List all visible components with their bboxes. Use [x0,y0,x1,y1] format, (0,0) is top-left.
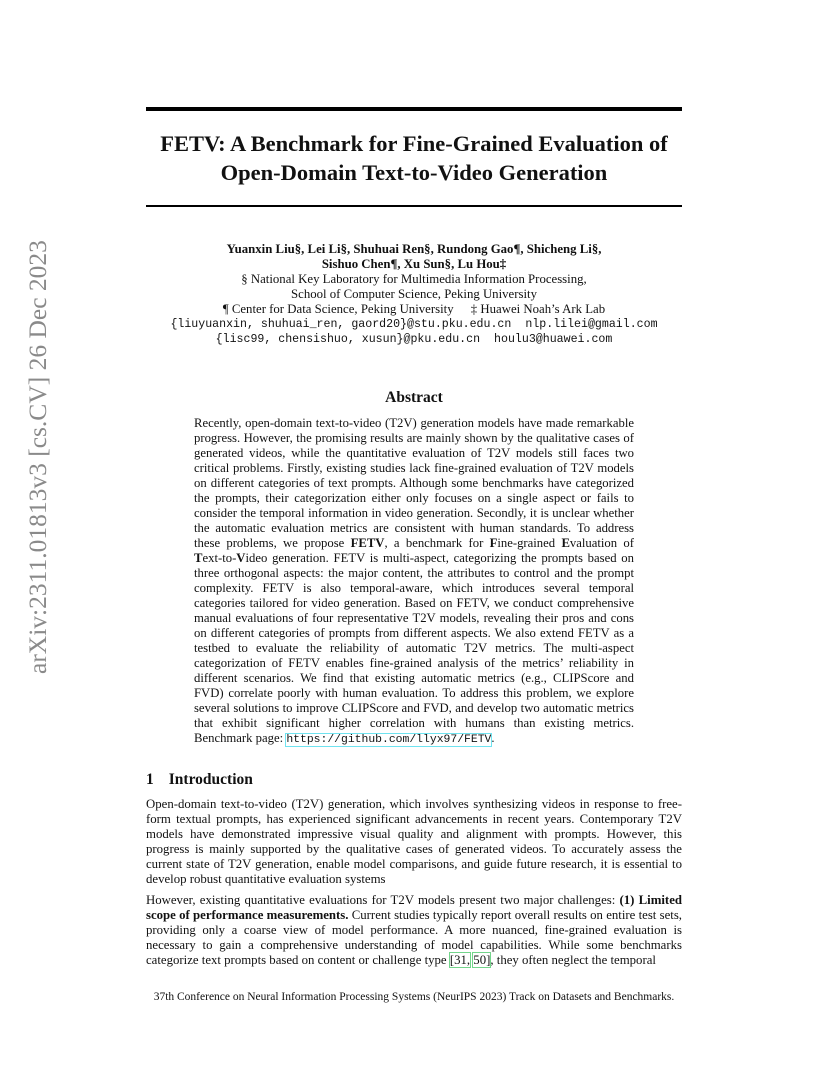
author-names-line-1: Yuanxin Liu§, Lei Li§, Shuhuai Ren§, Rundong Gao¶, Shicheng Li§, [226,242,602,256]
title-bottom-rule [146,205,682,207]
intro-p2-part-c: , they often neglect the temporal [490,953,656,967]
arxiv-stamp: arXiv:2311.01813v3 [cs.CV] 26 Dec 2023 [23,240,52,674]
abstract-heading: Abstract [385,389,443,406]
affiliation-1: § National Key Laboratory for Multimedia Information Processing, [241,272,587,286]
email-2b: houlu3@huawei.com [494,333,613,346]
section-number: 1 [146,771,154,788]
email-line-2 [100,332,728,347]
abstract-ext-to: ext-to- [202,551,237,565]
title-top-rule [146,107,682,111]
abstract-letter-e: E [561,536,570,550]
email-1a: {liuyuanxin, shuhuai_ren, gaord20}@stu.pku.edu.cn [170,318,512,331]
abstract-letter-t: T [194,551,203,565]
abstract-ine: ine-grained [497,536,562,550]
abstract-valuation: valuation of [569,536,634,550]
citation-50[interactable]: 50] [473,953,491,967]
affiliation-2: School of Computer Science, Peking University [291,287,537,301]
abstract-letter-f: F [489,536,498,550]
citation-31[interactable]: [31, [449,953,471,967]
abstract-letter-v: V [236,551,246,565]
section-heading-introduction [146,771,253,789]
paper-title [100,129,728,187]
abstract-part-1: Recently, open-domain text-to-video (T2V) generation models have made remarkable progress. However, the promising results are mainly shown by the qualitative cases of generated videos, while the quantitative evaluation of T2V models still faces two critical problems. Firstly, existing studies lack fine-grained evaluation of T2V models on different categories of text prompts. Although some benchmarks have categorized the prompts, their categorization either only focuses on a single aspect or fails to consider the temporal information in video generation. Secondly, it is unclear whether the automatic evaluation metrics are consistent with human standards. To address these problems, we propose [194,416,634,550]
intro-p2-part-a: However, existing quantitative evaluations for T2V models present two major challenges: [146,893,620,907]
conference-footer: 37th Conference on Neural Information Processing Systems (NeurIPS 2023) Track on Datasets and Benchmarks. [153,991,675,1003]
benchmark-link[interactable]: https://github.com/llyx97/FETV [286,734,492,746]
email-line-1 [100,317,728,332]
section-title: Introduction [168,771,253,788]
intro-p2-bold: (1) Limited scope of performance measurements. [146,893,682,922]
author-names-line-2: Sishuo Chen¶, Xu Sun§, Lu Hou‡ [321,257,507,271]
abstract-fetv: FETV [350,536,385,550]
abstract-part-3: ideo generation. FETV is multi-aspect, categorizing the prompts based on three orthogonal aspects: the major content, the attributes to control and the prompt complexity. FETV is also temporal-aware, which introduces several temporal categories tailored for video generation. Based on FETV, we conduct comprehensive manual evaluations of four representative T2V models, revealing their pros and cons on different categories of prompts from different aspects. We also extend FETV as a testbed to evaluate the reliability of automatic T2V metrics. The multi-aspect categorization of FETV enables fine-grained analysis of the metrics’ reliability in different scenarios. We find that existing automatic metrics (e.g., CLIPScore and FVD) correlate poorly with human evaluation. To address this problem, we explore several solutions to improve CLIPScore and FVD, and develop two automatic metrics that exhibit significant higher correlation with humans than existing metrics. Benchmark page: [194,551,634,745]
affiliation-3 [100,302,728,317]
affiliation-3a: ¶ Center for Data Science, Peking University [222,302,454,316]
intro-p2-part-b: Current studies typically report overall results on entire test sets, providing only a coarse view of model performance. A more nuanced, fine-grained evaluation is necessary to gain a comprehensive understanding of model capabilities. While some benchmarks categorize text prompts based on content or challenge type [146,908,682,967]
title-line-2: Open-Domain Text-to-Video Generation [220,160,608,185]
author-block [100,242,728,347]
abstract-part-2: , a benchmark for [384,536,490,550]
intro-paragraph-2 [146,893,682,968]
intro-paragraph-1: Open-domain text-to-video (T2V) generation, which involves synthesizing videos in response to free-form textual prompts, has experienced significant advancements in recent years. Contemporary T2V models have demonstrated impressive visual quality and alignment with prompts. However, this progress is mainly supported by the qualitative cases of generated videos. To accurately assess the current state of T2V generation, enable model comparisons, and guide future research, it is essential to develop robust quantitative evaluation systems [146,797,682,886]
email-1b: nlp.lilei@gmail.com [525,318,658,331]
abstract-end: . [491,731,495,745]
email-2a: {lisc99, chensishuo, xusun}@pku.edu.cn [215,333,481,346]
affiliation-3b: ‡ Huawei Noah’s Ark Lab [470,302,606,316]
abstract-body [194,416,634,748]
title-line-1: FETV: A Benchmark for Fine-Grained Evaluation of [160,131,668,156]
